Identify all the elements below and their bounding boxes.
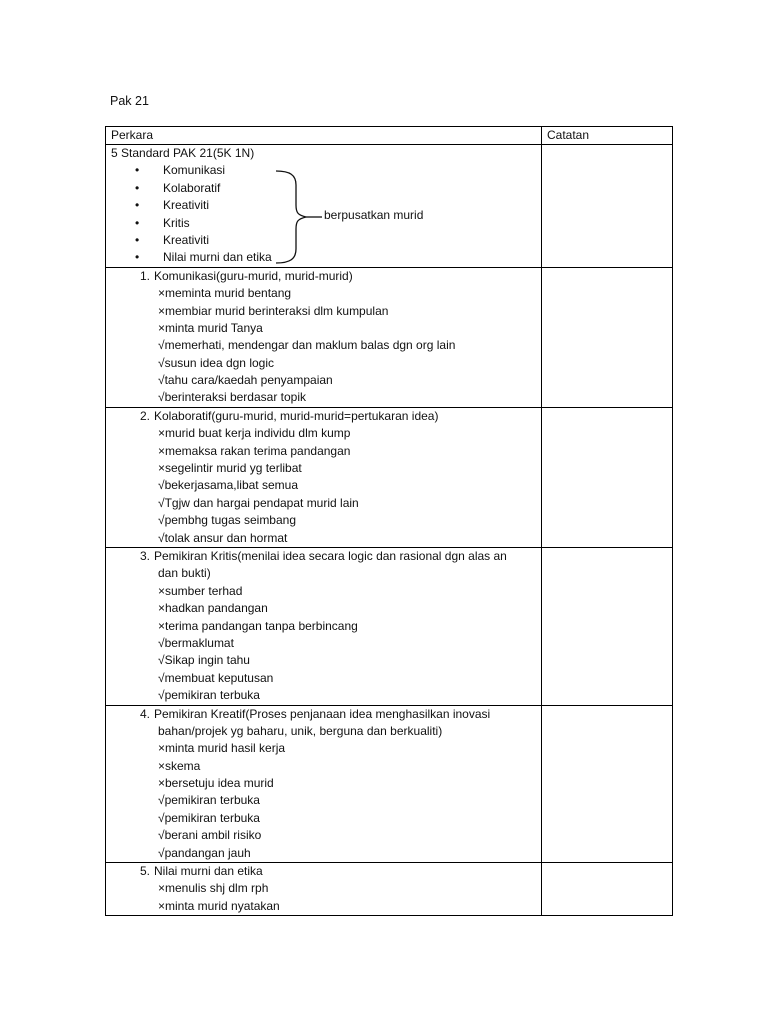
list-item: √tolak ansur dan hormat xyxy=(158,530,288,545)
list-item: √Sikap ingin tahu xyxy=(158,653,250,668)
list-item: √tahu cara/kaedah penyampaian xyxy=(158,373,333,388)
list-item: ×membiar murid berinteraksi dlm kumpulan xyxy=(158,303,389,318)
list-item: • Kreativiti xyxy=(111,197,541,214)
section-1-cell xyxy=(106,267,542,407)
pak21-table xyxy=(105,126,673,916)
list-item: ×segelintir murid yg terlibat xyxy=(158,461,302,476)
list-item: ×hadkan pandangan xyxy=(158,601,268,616)
list-item: √bermaklumat xyxy=(158,635,234,650)
list-item: • Komunikasi xyxy=(111,162,541,179)
section-number: 3. xyxy=(139,548,150,563)
notes-cell xyxy=(542,705,673,863)
bullet-icon: • xyxy=(135,250,140,265)
table-header-row xyxy=(106,127,673,145)
section-number: 1. xyxy=(139,268,150,283)
list-item: √susun idea dgn logic xyxy=(158,355,274,370)
notes-cell xyxy=(542,267,673,407)
section-5-cell xyxy=(106,863,542,916)
list-item: ×terima pandangan tanpa berbincang xyxy=(158,618,358,633)
section-heading-continued: bahan/projek yg baharu, unik, berguna dan berkualiti) xyxy=(158,723,443,738)
list-item: √pandangan jauh xyxy=(158,845,251,860)
section-heading: Pemikiran Kreatif(Proses penjanaan idea menghasilkan inovasi xyxy=(154,706,491,721)
list-item: √pemikiran terbuka xyxy=(158,810,260,825)
table-row xyxy=(106,267,673,407)
table-row xyxy=(106,863,673,916)
intro-cell xyxy=(106,145,542,268)
list-item: ×minta murid hasil kerja xyxy=(158,741,286,756)
list-item: √berinteraksi berdasar topik xyxy=(158,390,306,405)
list-item: ×bersetuju idea murid xyxy=(158,776,274,791)
list-item: • Nilai murni dan etika xyxy=(111,249,541,266)
bullet-icon: • xyxy=(135,180,140,195)
section-heading: Kolaboratif(guru-murid, murid-murid=pertukaran idea) xyxy=(154,408,439,423)
list-item: ×memaksa rakan terima pandangan xyxy=(158,443,351,458)
table-row xyxy=(106,407,673,547)
notes-cell xyxy=(542,863,673,916)
list-item: √berani ambil risiko xyxy=(158,828,262,843)
header-catatan: Catatan xyxy=(542,127,673,145)
list-item: √bekerjasama,libat semua xyxy=(158,478,298,493)
section-heading-continued: dan bukti) xyxy=(158,566,211,581)
list-item: √Tgjw dan hargai pendapat murid lain xyxy=(158,495,359,510)
list-item: √membuat keputusan xyxy=(158,670,274,685)
list-item: √pemikiran terbuka xyxy=(158,793,260,808)
notes-cell xyxy=(542,547,673,705)
section-3-cell xyxy=(106,547,542,705)
list-item: ×menulis shj dlm rph xyxy=(158,881,269,896)
section-number: 2. xyxy=(139,408,150,423)
section-4-cell xyxy=(106,705,542,863)
list-item: ×sumber terhad xyxy=(158,583,243,598)
header-perkara: Perkara xyxy=(106,127,542,145)
list-item: √pembhg tugas seimbang xyxy=(158,513,297,528)
list-item: ×minta murid Tanya xyxy=(158,320,263,335)
bullet-icon: • xyxy=(135,198,140,213)
table-row xyxy=(106,547,673,705)
table-row xyxy=(106,705,673,863)
section-heading: Pemikiran Kritis(menilai idea secara logic dan rasional dgn alas an xyxy=(154,548,507,563)
table-row xyxy=(106,145,673,268)
list-item: ×minta murid nyatakan xyxy=(158,898,280,913)
section-number: 4. xyxy=(139,706,150,721)
section-2-cell xyxy=(106,407,542,547)
section-heading: Komunikasi(guru-murid, murid-murid) xyxy=(154,268,353,283)
curly-brace-icon xyxy=(276,169,322,265)
notes-cell xyxy=(542,145,673,268)
bullet-icon: • xyxy=(135,232,140,247)
section-heading: Nilai murni dan etika xyxy=(154,864,263,879)
notes-cell xyxy=(542,407,673,547)
list-item: • Kolaboratif xyxy=(111,180,541,197)
list-item: • Kreativiti xyxy=(111,232,541,249)
list-item: • Kritis xyxy=(111,215,541,232)
list-item: √memerhati, mendengar dan maklum balas dgn org lain xyxy=(158,338,456,353)
bullet-icon: • xyxy=(135,163,140,178)
list-item: ×meminta murid bentang xyxy=(158,286,292,301)
intro-title: 5 Standard PAK 21(5K 1N) xyxy=(111,146,255,160)
list-item: √pemikiran terbuka xyxy=(158,688,260,703)
brace-label: berpusatkan murid xyxy=(324,208,424,222)
list-item: ×murid buat kerja individu dlm kump xyxy=(158,426,351,441)
section-number: 5. xyxy=(139,864,150,879)
list-item: ×skema xyxy=(158,758,201,773)
document-title: Pak 21 xyxy=(110,94,149,108)
bullet-icon: • xyxy=(135,215,140,230)
